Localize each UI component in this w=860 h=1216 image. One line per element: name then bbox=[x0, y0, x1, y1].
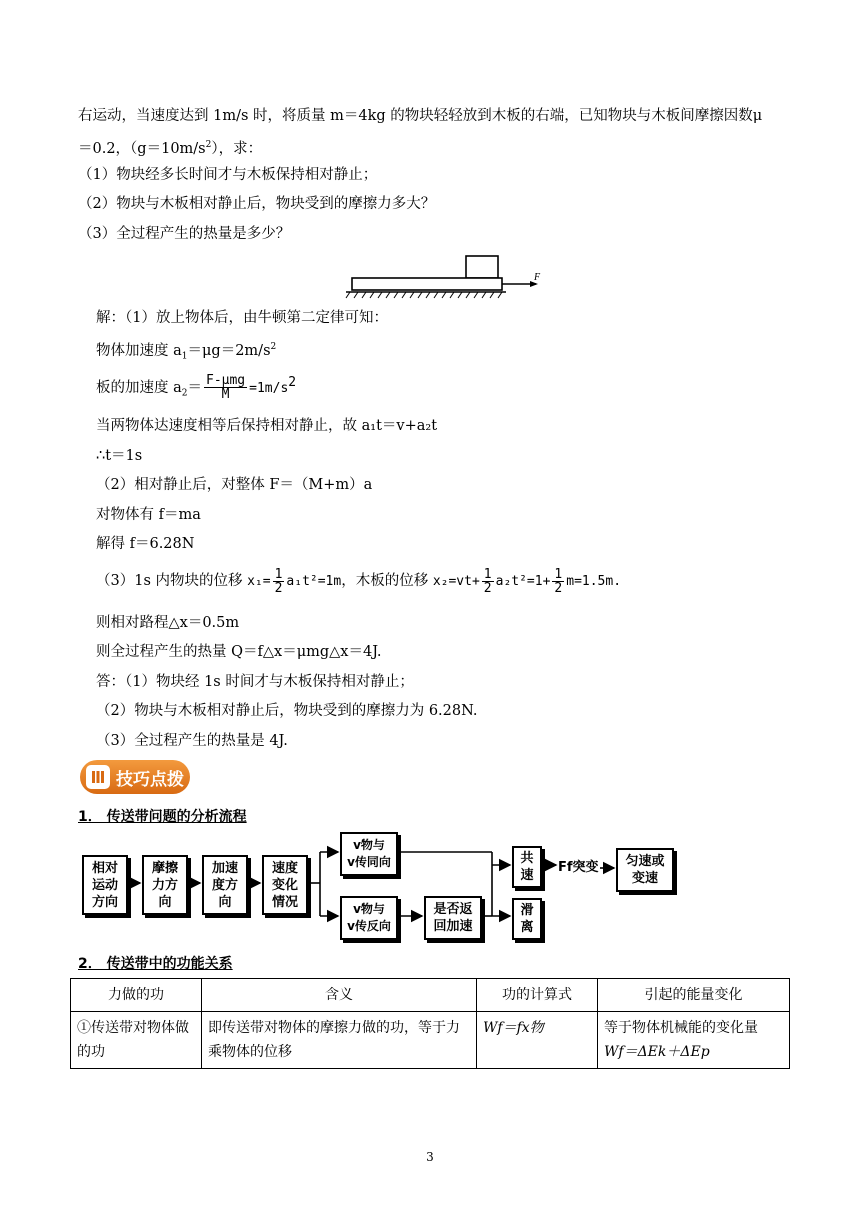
table-cell-line: 等于物体机械能的变化量 bbox=[604, 1020, 758, 1036]
s3-den: M bbox=[221, 387, 230, 403]
s3-sup: 2 bbox=[288, 375, 297, 390]
table-header-row bbox=[71, 979, 790, 1012]
question-1: （1）物块经多长时间才与木板保持相对静止； bbox=[78, 167, 378, 183]
solution-line-2 bbox=[96, 337, 276, 367]
table-cell-line: Wf＝ΔEk＋ΔEp bbox=[604, 1044, 710, 1060]
solution-line-4: 当两物体达速度相等后保持相对静止，故 a₁t＝v+a₂t bbox=[96, 418, 438, 434]
s9-f3n: 1 bbox=[554, 566, 563, 582]
s9-f1n: 1 bbox=[274, 566, 283, 582]
flow-box-return-accelerate: 是否返 回加速 bbox=[424, 896, 482, 940]
s2-b: ＝μg＝2m/s bbox=[187, 342, 271, 359]
block bbox=[466, 256, 498, 278]
problem-line-2 bbox=[78, 135, 262, 159]
solution-line-3 bbox=[96, 369, 296, 408]
flow-box-uniform-or-variable: 匀速或 变速 bbox=[616, 848, 674, 892]
solution-line-8: 解得 f＝6.28N bbox=[96, 536, 195, 552]
s9-f3d: 2 bbox=[554, 580, 563, 596]
table-cell: 即传送带对物体的摩擦力做的功，等于力乘物体的位移 bbox=[202, 1012, 477, 1069]
s9-x2: x₂=vt+ bbox=[432, 574, 480, 589]
s2-sup: 2 bbox=[270, 342, 277, 352]
board-diagram bbox=[340, 252, 550, 300]
question-3: （3）全过程产生的热量是多少？ bbox=[78, 226, 291, 242]
flow-connectors bbox=[0, 820, 860, 950]
board bbox=[352, 278, 502, 290]
s2-a: 物体加速度 a bbox=[96, 342, 182, 359]
solution-line-6: （2）相对静止后，对整体 F＝（M+m）a bbox=[96, 477, 373, 493]
flow-box-opposite-direction: v物与 v传反向 bbox=[340, 896, 398, 940]
solution-line-1: 解：（1）放上物体后，由牛顿第二定律可知： bbox=[96, 310, 388, 326]
table-header: 含义 bbox=[202, 979, 477, 1012]
solution-line-9 bbox=[96, 566, 621, 597]
s9-c: ，木板的位移 bbox=[341, 573, 433, 589]
flow-box-same-direction: v物与 v传同向 bbox=[340, 832, 398, 876]
section-2-title: 2． 传送带中的功能关系 bbox=[78, 956, 233, 972]
table-row bbox=[71, 1012, 790, 1069]
answer-1: 答：（1）物块经 1s 时间才与木板保持相对静止； bbox=[96, 674, 414, 690]
flow-box-acceleration-direction: 加速 度方 向 bbox=[202, 855, 248, 915]
flow-label-friction-jump: Ff突变 bbox=[558, 860, 599, 875]
answer-3: （3）全过程产生的热量是 4J. bbox=[96, 733, 288, 749]
section-1-title: 1． 传送带问题的分析流程 bbox=[78, 809, 247, 825]
s9-frac-2 bbox=[482, 568, 494, 595]
table-header: 引起的能量变化 bbox=[598, 979, 790, 1012]
tools-icon bbox=[86, 765, 110, 789]
table-cell bbox=[598, 1012, 790, 1069]
s3-fraction bbox=[204, 374, 247, 401]
s9-a: （3）1s 内物块的位移 bbox=[96, 573, 248, 589]
s9-b: a₁t²=1m bbox=[286, 574, 342, 589]
flow-box-relative-motion: 相对 运动 方向 bbox=[82, 855, 128, 915]
flow-box-slide-off: 滑 离 bbox=[512, 898, 542, 940]
flow-box-friction-direction: 摩擦 力方 向 bbox=[142, 855, 188, 915]
problem-line-2-b: ），求： bbox=[211, 140, 263, 157]
tips-badge-label: 技巧点拨 bbox=[116, 769, 184, 790]
force-label: F bbox=[534, 272, 541, 283]
solution-line-7: 对物体有 f＝ma bbox=[96, 507, 201, 523]
function-table bbox=[70, 978, 790, 1069]
s3-a: 板的加速度 a bbox=[96, 379, 182, 396]
s3-b: ＝ bbox=[187, 379, 202, 396]
problem-line-2-a: ＝0.2，（g＝10m/s bbox=[78, 140, 206, 157]
solution-line-5: ∴t＝1s bbox=[96, 448, 143, 464]
s3-num: F-μmg bbox=[206, 373, 246, 389]
s9-x1: x₁= bbox=[247, 574, 271, 589]
s9-e: m=1.5m. bbox=[566, 574, 622, 589]
table-header: 功的计算式 bbox=[477, 979, 598, 1012]
s9-f1d: 2 bbox=[274, 580, 283, 596]
question-2: （2）物块与木板相对静止后，物块受到的摩擦力多大？ bbox=[78, 196, 436, 212]
s9-f2n: 1 bbox=[483, 566, 492, 582]
s3-sub: 2 bbox=[181, 388, 188, 399]
tips-badge bbox=[80, 760, 190, 794]
solution-line-10: 则相对路程△x＝0.5m bbox=[96, 615, 240, 631]
page-number: 3 bbox=[426, 1150, 434, 1164]
problem-line-2-sup: 2 bbox=[205, 140, 212, 150]
s9-d: a₂t²=1+ bbox=[495, 574, 551, 589]
table-cell: ①传送带对物体做的功 bbox=[71, 1012, 202, 1069]
flow-box-common-speed: 共 速 bbox=[512, 846, 542, 888]
s9-frac-3 bbox=[552, 568, 564, 595]
table-header: 力做的功 bbox=[71, 979, 202, 1012]
s9-frac-1 bbox=[273, 568, 285, 595]
table-cell: Wf＝fx物 bbox=[477, 1012, 598, 1069]
s2-sub: 1 bbox=[181, 351, 188, 362]
s3-c: =1m/s bbox=[249, 380, 289, 396]
solution-line-11: 则全过程产生的热量 Q＝f△x＝μmg△x＝4J. bbox=[96, 644, 382, 660]
answer-2: （2）物块与木板相对静止后，物块受到的摩擦力为 6.28N. bbox=[96, 703, 478, 719]
s9-f2d: 2 bbox=[483, 580, 492, 596]
problem-line-1: 右运动，当速度达到 1m/s 时，将质量 m＝4kg 的物块轻轻放到木板的右端，已知物块与木板间摩擦因数μ bbox=[78, 108, 763, 124]
flow-box-velocity-change: 速度 变化 情况 bbox=[262, 855, 308, 915]
